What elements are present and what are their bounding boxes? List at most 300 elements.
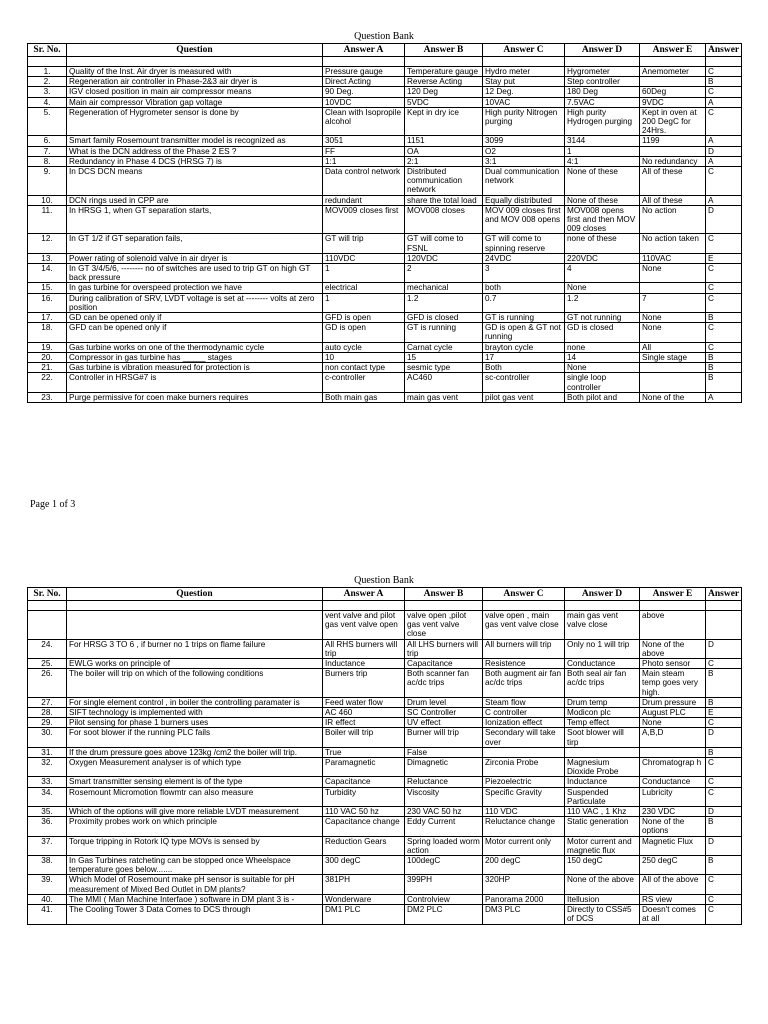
cell-question: Smart transmitter sensing element is of the type (67, 777, 323, 787)
table-row (28, 807, 742, 817)
cell-answer-a: GD is open (323, 323, 405, 342)
cell-sr-no: 3. (28, 87, 67, 97)
cell-answer-e: RS view (640, 894, 706, 904)
cell-answer-a: True (323, 747, 405, 757)
cell-sr-no: 6. (28, 136, 67, 146)
spacer-cell (28, 601, 67, 611)
cell-answer-b: Carnat cycle (405, 342, 483, 352)
cell-answer-e: 110VAC (640, 253, 706, 263)
cell-sr-no: 2. (28, 77, 67, 87)
cell-sr-no: 28. (28, 708, 67, 718)
cell-answer-b: Drum level (405, 697, 483, 707)
header-answer: Answer (706, 588, 742, 601)
cell-answer-e: Doesn't comes at all (640, 905, 706, 924)
cell-question: Proximity probes work on which principle (67, 817, 323, 836)
cell-question: Redundancy in Phase 4 DCS (HRSG 7) is (67, 156, 323, 166)
cell-answer-d: Only no 1 will trip (565, 639, 640, 658)
cell-answer-a: All RHS burners will trip (323, 639, 405, 658)
spacer-cell (640, 601, 706, 611)
cell-answer: D (706, 639, 742, 658)
cell-answer-c (483, 747, 565, 757)
cell-question: For soot blower if the running PLC fails (67, 728, 323, 747)
cell-answer-b: Both scanner fan ac/dc trips (405, 669, 483, 698)
cell-answer-b: Distributed communication network (405, 167, 483, 196)
cell-question: What is the DCN address of the Phase 2 ES ? (67, 146, 323, 156)
cell-answer-e: All of these (640, 167, 706, 196)
table-row (28, 77, 742, 87)
table-row (28, 234, 742, 253)
cell-answer-d: 150 degC (565, 856, 640, 875)
cell-answer-c: 110 VDC (483, 807, 565, 817)
cell-answer-c: 3 (483, 264, 565, 283)
cell-sr-no: 38. (28, 856, 67, 875)
cell-sr-no: 39. (28, 875, 67, 894)
cell-answer: B (706, 352, 742, 362)
cell-answer-b: OA (405, 146, 483, 156)
table-header-row (28, 588, 742, 601)
cell-question: Purge permissive for coen make burners requires (67, 392, 323, 402)
cell-answer: B (706, 669, 742, 698)
cell-answer-a: Feed water flow (323, 697, 405, 707)
cell-answer-a: non contact type (323, 363, 405, 373)
cell-answer-b: sesmic type (405, 363, 483, 373)
table-row (28, 728, 742, 747)
cell-sr-no: 31. (28, 747, 67, 757)
cell-answer-d: Step controller (565, 77, 640, 87)
cell-sr-no: 37. (28, 836, 67, 855)
table-row (28, 107, 742, 136)
cell-answer-e: Kept in oven at 200 DegC for 24Hrs. (640, 107, 706, 136)
cell-sr-no: 20. (28, 352, 67, 362)
header-answer: Answer (706, 44, 742, 57)
cell-sr-no: 22. (28, 373, 67, 392)
cell-answer: D (706, 728, 742, 747)
cell-question: The boiler will trip on which of the following conditions (67, 669, 323, 698)
cell-answer-b: share the total load (405, 195, 483, 205)
cell-answer-e (640, 363, 706, 373)
cell-question: Smart family Rosemount transmitter model is recognized as (67, 136, 323, 146)
cell-answer-b: Eddy Current (405, 817, 483, 836)
cell-sr-no: 19. (28, 342, 67, 352)
cell-answer-d: None of the above (565, 875, 640, 894)
cell-answer-b: Temperature gauge (405, 67, 483, 77)
cell-answer-c: Specific Gravity (483, 787, 565, 806)
cell-answer-d: Conductance (565, 659, 640, 669)
cell-answer-a: Boiler will trip (323, 728, 405, 747)
spacer-row (28, 57, 742, 67)
table-row (28, 136, 742, 146)
page2-title: Question Bank (354, 575, 414, 586)
cell-answer: C (706, 718, 742, 728)
cell-answer-d: Motor current and magnetic flux (565, 836, 640, 855)
cell-answer-d: None of these (565, 195, 640, 205)
cell-question: Main air compressor Vibration gap voltage (67, 97, 323, 107)
cell-question: Torque tripping in Rotork IQ type MOVs is sensed by (67, 836, 323, 855)
cell-answer-a: Burners trip (323, 669, 405, 698)
table-row (28, 777, 742, 787)
header-answer-d: Answer D (565, 44, 640, 57)
cell-answer-b: All LHS burners will trip (405, 639, 483, 658)
cell-answer: D (706, 205, 742, 234)
cell-answer-e: None (640, 323, 706, 342)
cell-answer-a: Paramagnetic (323, 758, 405, 777)
header-answer-b: Answer B (405, 588, 483, 601)
cell-answer: B (706, 363, 742, 373)
cell-question: Gas turbine is vibration measured for protection is (67, 363, 323, 373)
cell-answer-e: Anemometer (640, 67, 706, 77)
cell-answer-a: electrical (323, 283, 405, 293)
cell-answer-c: Piezoelectric (483, 777, 565, 787)
cell-answer-b: Viscosity (405, 787, 483, 806)
cell-answer-d: Both seal air fan ac/dc trips (565, 669, 640, 698)
cell-answer-c: Hydro meter (483, 67, 565, 77)
table-row (28, 352, 742, 362)
cell-answer-a: Wonderware (323, 894, 405, 904)
cell-answer-b: Reluctance (405, 777, 483, 787)
cell-answer-b: MOV008 closes (405, 205, 483, 234)
cell-answer-c: Secondary will take over (483, 728, 565, 747)
cell-sr-no: 35. (28, 807, 67, 817)
cell-answer-c: 17 (483, 352, 565, 362)
cell-sr-no: 17. (28, 313, 67, 323)
spacer-cell (483, 601, 565, 611)
cell-answer: A (706, 195, 742, 205)
cell-answer-c: Steam flow (483, 697, 565, 707)
cell-answer-b: 230 VAC 50 hz (405, 807, 483, 817)
cell-answer-a: 110 VAC 50 hz (323, 807, 405, 817)
cell-answer-d: Suspended Particulate (565, 787, 640, 806)
cell-answer-c: Dual communication network (483, 167, 565, 196)
cell-sr-no: 7. (28, 146, 67, 156)
cell-answer: B (706, 697, 742, 707)
cell-sr-no: 25. (28, 659, 67, 669)
table-row (28, 639, 742, 658)
cell-answer-e: None of the options (640, 817, 706, 836)
spacer-row (28, 601, 742, 611)
cell-answer-b: AC460 (405, 373, 483, 392)
cell-question: In DCS DCN means (67, 167, 323, 196)
cell-answer-b: Kept in dry ice (405, 107, 483, 136)
cell-question: The Cooling Tower 3 Data Comes to DCS through (67, 905, 323, 924)
cell-question: Which of the options will give more reliable LVDT measurement (67, 807, 323, 817)
cell-answer-b: 399PH (405, 875, 483, 894)
cell-answer-c: GT will come to spinning reserve (483, 234, 565, 253)
cell-answer-b: Burner will trip (405, 728, 483, 747)
table-row (28, 659, 742, 669)
question-table-page1 (27, 43, 742, 403)
cell-sr-no: 9. (28, 167, 67, 196)
cell-question: SIFT technology is implemented with (67, 708, 323, 718)
table-row (28, 146, 742, 156)
cell-answer-c: Panorama 2000 (483, 894, 565, 904)
cell-question: GD can be opened only if (67, 313, 323, 323)
cell-answer-a: DM1 PLC (323, 905, 405, 924)
cell-answer: D (706, 146, 742, 156)
cell-answer-e: 230 VDC (640, 807, 706, 817)
header-answer-e: Answer E (640, 44, 706, 57)
cell-answer-c: High purity Nitrogen purging (483, 107, 565, 136)
cell-answer-c: 24VDC (483, 253, 565, 263)
cell-answer-a: MOV009 closes first (323, 205, 405, 234)
cell-answer-e (640, 373, 706, 392)
table-row (28, 195, 742, 205)
cell-answer-d: 4 (565, 264, 640, 283)
cell-answer-a: GT will trip (323, 234, 405, 253)
cell-sr-no: 4. (28, 97, 67, 107)
spacer-cell (706, 601, 742, 611)
cell-answer-e: No redundancy (640, 156, 706, 166)
cell-answer-c: both (483, 283, 565, 293)
cell-answer: C (706, 283, 742, 293)
cell-answer-b: 1151 (405, 136, 483, 146)
cell-answer-d: 7.5VAC (565, 97, 640, 107)
cell-sr-no: 26. (28, 669, 67, 698)
spacer-cell (405, 601, 483, 611)
header-answer-a: Answer A (323, 44, 405, 57)
cell-answer-d: Temp effect (565, 718, 640, 728)
cell-answer-b: GT will come to FSNL (405, 234, 483, 253)
header-answer-c: Answer C (483, 588, 565, 601)
cell-answer-a: Pressure gauge (323, 67, 405, 77)
cell-answer-c: MOV 009 closes first and MOV 008 opens (483, 205, 565, 234)
table-row (28, 758, 742, 777)
cell-answer-e (640, 77, 706, 87)
cell-question: Rosemount Micromotion flowmtr can also measure (67, 787, 323, 806)
cell-answer-a: Direct Acting (323, 77, 405, 87)
cell-answer-e: No action taken (640, 234, 706, 253)
question-table-page2 (27, 587, 742, 925)
cell-answer-c: 3099 (483, 136, 565, 146)
cell-answer-a: 300 degC (323, 856, 405, 875)
cell-answer-a: GFD is open (323, 313, 405, 323)
header-answer-e: Answer E (640, 588, 706, 601)
cell-answer-c: Equally distributed (483, 195, 565, 205)
table-row (28, 708, 742, 718)
cell-answer-a: Capacitance (323, 777, 405, 787)
cell-answer-d: single loop controller (565, 373, 640, 392)
table-row (28, 894, 742, 904)
cell-answer: C (706, 659, 742, 669)
table-row (28, 787, 742, 806)
cell-answer-b: UV effect (405, 718, 483, 728)
cell-sr-no: 12. (28, 234, 67, 253)
cell-answer (706, 611, 742, 640)
cell-question: Power rating of solenoid valve in air dryer is (67, 253, 323, 263)
cell-answer-a: 90 Deg. (323, 87, 405, 97)
cell-question: Pilot sensing for phase 1 burners uses (67, 718, 323, 728)
cell-answer-a: AC 460 (323, 708, 405, 718)
cell-sr-no: 36. (28, 817, 67, 836)
cell-answer-c: Reluctance change (483, 817, 565, 836)
cell-answer-b: Capacitance (405, 659, 483, 669)
cell-answer-b: SC Controller (405, 708, 483, 718)
header-sr-no: Sr. No. (28, 588, 67, 601)
table-row (28, 323, 742, 342)
cell-answer-b: 5VDC (405, 97, 483, 107)
cell-question: For HRSG 3 TO 6 , if burner no 1 trips on flame failure (67, 639, 323, 658)
table-row (28, 836, 742, 855)
cell-answer-b: 2:1 (405, 156, 483, 166)
cell-sr-no: 30. (28, 728, 67, 747)
cell-answer-d: 180 Deg (565, 87, 640, 97)
cell-answer-a: 10 (323, 352, 405, 362)
cell-sr-no: 18. (28, 323, 67, 342)
cell-sr-no: 41. (28, 905, 67, 924)
cell-answer-d: Modicon plc (565, 708, 640, 718)
cell-answer: A (706, 97, 742, 107)
cell-answer: C (706, 758, 742, 777)
cell-question: IGV closed position in main air compressor means (67, 87, 323, 97)
cell-answer-c: 10VAC (483, 97, 565, 107)
cell-question: During calibration of SRV, LVDT voltage is set at -------- volts at zero position (67, 293, 323, 312)
header-answer-a: Answer A (323, 588, 405, 601)
cell-answer-d: 4:1 (565, 156, 640, 166)
cell-sr-no: 29. (28, 718, 67, 728)
spacer-cell (483, 57, 565, 67)
cell-answer-e: None (640, 718, 706, 728)
table-row (28, 293, 742, 312)
cell-answer-d: None of these (565, 167, 640, 196)
cell-sr-no: 33. (28, 777, 67, 787)
cell-sr-no: 10. (28, 195, 67, 205)
cell-answer-e: All of the above (640, 875, 706, 894)
cell-answer-c: pilot gas vent (483, 392, 565, 402)
cell-answer-c: 12 Deg. (483, 87, 565, 97)
cell-answer-d: Hygrometer (565, 67, 640, 77)
cell-sr-no: 40. (28, 894, 67, 904)
cell-answer-a: Reduction Gears (323, 836, 405, 855)
cell-answer-e: Lubricity (640, 787, 706, 806)
cell-question: Compressor in gas turbine has _____ stages (67, 352, 323, 362)
cell-answer-d: Inductance (565, 777, 640, 787)
cell-answer-e: No action (640, 205, 706, 234)
cell-answer-a: 1:1 (323, 156, 405, 166)
cell-answer: C (706, 264, 742, 283)
cell-answer-c: C controller (483, 708, 565, 718)
spacer-cell (565, 601, 640, 611)
spacer-cell (323, 57, 405, 67)
cell-answer-c: 200 degC (483, 856, 565, 875)
cell-answer-d: 3144 (565, 136, 640, 146)
cell-answer-d: None (565, 283, 640, 293)
cell-answer-b: Reverse Acting (405, 77, 483, 87)
cell-question: DCN rings used in CPP are (67, 195, 323, 205)
cell-answer: C (706, 107, 742, 136)
spacer-cell (640, 57, 706, 67)
cell-answer-e: All of these (640, 195, 706, 205)
cell-answer-e: Chromatograp h (640, 758, 706, 777)
cell-sr-no: 23. (28, 392, 67, 402)
cell-answer-d: Drum temp (565, 697, 640, 707)
cell-answer-d: 220VDC (565, 253, 640, 263)
cell-answer-d: 14 (565, 352, 640, 362)
cell-answer-b: Controlview (405, 894, 483, 904)
cell-answer-e: 60Deg (640, 87, 706, 97)
cell-answer: C (706, 875, 742, 894)
cell-answer-c: O2 (483, 146, 565, 156)
spacer-cell (67, 57, 323, 67)
cell-answer-a: 1 (323, 293, 405, 312)
cell-answer-a: 10VDC (323, 97, 405, 107)
cell-answer-d: MOV008 opens first and then MOV 009 closes (565, 205, 640, 234)
cell-question: GFD can be opened only if (67, 323, 323, 342)
cell-answer-a: 3051 (323, 136, 405, 146)
table-row (28, 283, 742, 293)
header-answer-d: Answer D (565, 588, 640, 601)
table-row (28, 373, 742, 392)
cell-answer: B (706, 77, 742, 87)
cell-answer-d: Itellusion (565, 894, 640, 904)
cell-answer-e (640, 146, 706, 156)
spacer-cell (706, 57, 742, 67)
cell-answer-c: sc-controller (483, 373, 565, 392)
cell-answer: C (706, 777, 742, 787)
cell-sr-no: 14. (28, 264, 67, 283)
cell-answer-d: Magnesium Dioxide Probe (565, 758, 640, 777)
header-question: Question (67, 588, 323, 601)
cell-answer: C (706, 323, 742, 342)
table-row (28, 253, 742, 263)
cell-answer-a: auto cycle (323, 342, 405, 352)
cell-question: In GT 3/4/5/6, -------- no of switches are used to trip GT on high GT back pressure (67, 264, 323, 283)
header-answer-c: Answer C (483, 44, 565, 57)
table-row (28, 264, 742, 283)
cell-answer-b: GFD is closed (405, 313, 483, 323)
cell-question: In gas turbine for overspeed protection we have (67, 283, 323, 293)
cell-answer-e: August PLC (640, 708, 706, 718)
table-row (28, 817, 742, 836)
cell-answer-a: IR effect (323, 718, 405, 728)
cell-answer-e: Main steam temp goes very high. (640, 669, 706, 698)
cell-answer-b: 1.2 (405, 293, 483, 312)
cell-answer: A (706, 156, 742, 166)
table-row (28, 156, 742, 166)
cell-answer-a: Clean with Isopropile alcohol (323, 107, 405, 136)
table-row (28, 856, 742, 875)
cell-answer-e (640, 747, 706, 757)
cell-answer-b: DM2 PLC (405, 905, 483, 924)
table-row (28, 363, 742, 373)
cell-answer-d: none (565, 342, 640, 352)
table-row (28, 905, 742, 924)
cell-sr-no: 34. (28, 787, 67, 806)
header-question: Question (67, 44, 323, 57)
cell-answer: B (706, 373, 742, 392)
cell-answer-c: GT is running (483, 313, 565, 323)
cell-answer-b: 120VDC (405, 253, 483, 263)
cell-answer-e: None of the above (640, 639, 706, 658)
table-header-row (28, 44, 742, 57)
cell-answer-c: valve open , main gas vent valve close (483, 611, 565, 640)
cell-answer: A (706, 392, 742, 402)
cell-answer-d: 1.2 (565, 293, 640, 312)
cell-question: EWLG works on principle of (67, 659, 323, 669)
cell-question: Quality of the Inst. Air dryer is measured with (67, 67, 323, 77)
spacer-cell (565, 57, 640, 67)
cell-answer-d: Both pilot and (565, 392, 640, 402)
cell-answer: C (706, 905, 742, 924)
page-footer: Page 1 of 3 (30, 499, 76, 510)
cell-answer-a: Data control network (323, 167, 405, 196)
cell-answer-d: GT not running (565, 313, 640, 323)
cell-answer-e: None of the (640, 392, 706, 402)
table-row (28, 313, 742, 323)
cell-answer-c: Both (483, 363, 565, 373)
cell-answer-e: Single stage (640, 352, 706, 362)
cell-answer-d: Static generation (565, 817, 640, 836)
cell-answer: C (706, 293, 742, 312)
cell-sr-no: 11. (28, 205, 67, 234)
